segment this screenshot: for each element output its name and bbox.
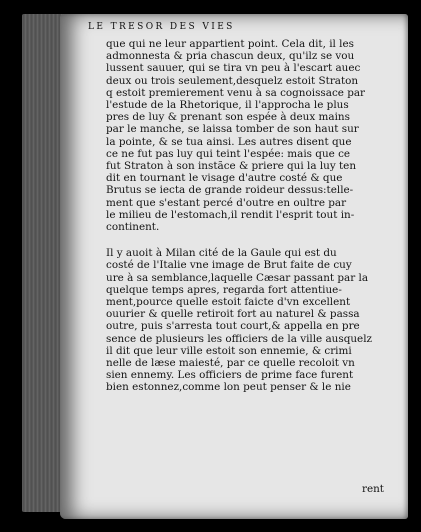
text-line: ment,pource quelle estoit faicte d'vn excellent [106,296,351,309]
text-line: q estoit premierement venu à sa cognoissace par [106,86,366,99]
text-line: sence de plusieurs les officiers de la ville ausquelz [106,332,373,345]
text-line: Il y auoit à Milan cité de la Gaule qui est du [106,247,337,260]
text-line: Brutus se iecta de grande roideur dessus:telle- [106,184,354,197]
text-line: par le manche, se laissa tomber de son haut sur [106,123,359,136]
text-line: ce ne fut pas luy qui teint l'espée: mais que ce [106,147,351,160]
text-line: quelque temps apres, regarda fort attentiue- [106,283,342,296]
text-line: la pointe, & se tua ainsi. Les autres disent que [106,135,352,148]
text-line: ment que s'estant percé d'outre en oultre par [106,196,347,209]
text-line: il dit que leur ville estoit son ennemie, & crimi [106,344,352,357]
text-line: continent. [106,221,160,234]
text-line: ure à sa semblance,laquelle Cæsar passant par la [106,271,369,284]
paragraph-2 [106,247,402,393]
running-head: LE TRESOR DES VIES [88,22,235,32]
paragraph-1 [106,38,402,233]
text-line: fut Straton à son instãce & priere qui la luy ten [106,160,357,173]
text-line: costé de l'Italie vne image de Brut faite de cuy [106,259,352,272]
text-line: outre, puis s'arresta tout court,& appella en pre [106,320,360,333]
text-line: le milieu de l'estomach,il rendit l'esprit tout in- [106,208,355,221]
catchword: rent [362,483,384,495]
text-line: admonnesta & pria chascun deux, qu'ilz se vou [106,50,355,63]
page-text [106,38,402,394]
text-line: l'estude de la Rhetorique, il l'approcha le plus [106,99,349,112]
text-line: dit en tournant le visage d'autre costé & que [106,172,343,185]
text-line: ouurier & quelle retiroit fort au naturel & passa [106,308,360,321]
text-line: que qui ne leur appartient point. Cela dit, il les [106,38,354,50]
text-line: deux ou trois seulement,desquelz estoit Straton [106,74,359,87]
text-line: nelle de læse maiesté, par ce quelle recoloit vn [106,357,355,370]
text-line: lussent sauuer, qui se tira vn peu à l'escart auec [106,62,361,75]
text-line: pres de luy & prenant son espée à deux mains [106,111,350,124]
text-line: bien estonnez,comme lon peut penser & le nie [106,381,351,394]
text-line: sien ennemy. Les officiers de prime face furent [106,369,354,382]
